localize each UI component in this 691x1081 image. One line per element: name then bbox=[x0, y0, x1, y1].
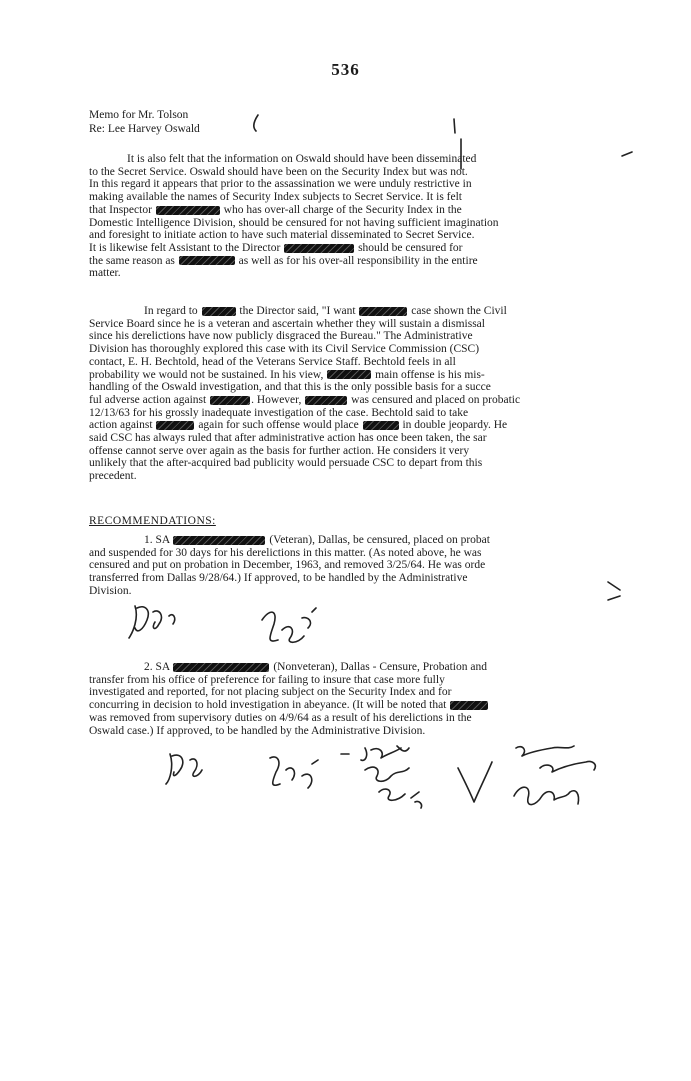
document-line: action against again for such offense would place in double jeopardy. He bbox=[89, 419, 508, 432]
document-line: Division. bbox=[89, 584, 132, 597]
document-line: It is also felt that the information on Oswald should have been disseminated bbox=[127, 153, 477, 165]
handwritten-transfer-note bbox=[335, 740, 445, 810]
redaction-bar bbox=[363, 421, 399, 430]
document-line: offense cannot serve over again as the basis for further action. He considers it very bbox=[89, 444, 470, 457]
document-line: contact, E. H. Bechtold, head of the Veterans Service Staff. Bechtold feels in all bbox=[89, 355, 456, 368]
document-line: matter. bbox=[89, 267, 121, 280]
handwritten-initials-3 bbox=[160, 748, 220, 793]
redaction-bar bbox=[173, 536, 265, 545]
redaction-bar bbox=[202, 307, 236, 316]
document-line: handling of the Oswald investigation, and that this is the only possible basis for a succe bbox=[89, 381, 491, 394]
paragraph-director-regard bbox=[89, 305, 681, 483]
document-line: transferred from Dallas 9/28/64.) If approved, to be handled by the Administrative bbox=[89, 572, 468, 585]
document-line: and suspended for 30 days for his derelictions in this matter. (As noted above, he was bbox=[89, 546, 482, 559]
document-line: said CSC has always ruled that after administrative action has once been taken, the sar bbox=[89, 432, 487, 445]
document-line: precedent. bbox=[89, 470, 137, 483]
handwritten-initials-2 bbox=[256, 600, 336, 650]
recommendations-heading: RECOMMENDATIONS: bbox=[89, 515, 216, 527]
redaction-bar bbox=[179, 256, 235, 265]
document-line: the same reason as as well as for his over-all responsibility in the entire bbox=[89, 254, 478, 267]
document-line: to the Secret Service. Oswald should have been on the Security Index but was not. bbox=[89, 165, 468, 178]
document-line: censured and put on probation in December, 1963, and removed 3/25/64. He was orde bbox=[89, 559, 486, 572]
document-line: making available the names of Security Index subjects to Secret Service. It is felt bbox=[89, 191, 462, 204]
redaction-bar bbox=[173, 663, 269, 672]
recommendation-2 bbox=[89, 661, 681, 737]
redaction-bar bbox=[359, 307, 407, 316]
document-line: probability we would not be sustained. In his view, main offense is his mis- bbox=[89, 368, 485, 381]
redaction-bar bbox=[327, 370, 371, 379]
handwritten-checkmark bbox=[452, 758, 497, 808]
document-line: Division has thoroughly explored this case with its Civil Service Commission (CSC) bbox=[89, 343, 480, 356]
page-number: 536 bbox=[331, 60, 360, 79]
handwritten-tick-mark bbox=[620, 148, 634, 160]
document-line: since his derelictions have now publicly disgraced the Bureau." The Administrative bbox=[89, 330, 473, 343]
redaction-bar bbox=[156, 421, 194, 430]
redaction-bar bbox=[210, 396, 250, 405]
memo-header bbox=[89, 109, 200, 136]
handwritten-tick-mark bbox=[604, 578, 624, 606]
document-line: Oswald case.) If approved, to be handled by the Administrative Division. bbox=[89, 724, 426, 737]
handwritten-tick-mark bbox=[448, 117, 460, 135]
memo-to-line: Memo for Mr. Tolson bbox=[89, 109, 189, 121]
handwritten-initials-1 bbox=[125, 598, 195, 648]
document-line: unlikely that the after-acquired bad publicity would persuade CSC to depart from this bbox=[89, 457, 483, 470]
document-line: 2. SA (Nonveteran), Dallas - Censure, Probation and bbox=[144, 661, 487, 673]
handwritten-tick-mark bbox=[456, 137, 466, 171]
document-line: was removed from supervisory duties on 4/9/64 as a result of his derelictions in the bbox=[89, 711, 472, 724]
document-line: investigated and reported, for not placing subject on the Security Index and for bbox=[89, 686, 452, 699]
handwritten-bureau-personnel-note bbox=[500, 740, 610, 820]
handwritten-initials-4 bbox=[262, 750, 332, 795]
document-line: Service Board since he is a veteran and ascertain whether they will sustain a dismissal bbox=[89, 317, 485, 330]
document-line: In regard to the Director said, "I want case shown the Civil bbox=[144, 305, 507, 317]
document-line: and foresight to initiate action to have such material disseminated to Secret Service. bbox=[89, 229, 475, 242]
redaction-bar bbox=[450, 701, 488, 710]
document-line: It is likewise felt Assistant to the Director should be censured for bbox=[89, 241, 463, 254]
memo-re-line: Re: Lee Harvey Oswald bbox=[89, 122, 200, 135]
redaction-bar bbox=[284, 244, 354, 253]
document-line: Domestic Intelligence Division, should be censured for not having sufficient imagination bbox=[89, 216, 499, 229]
document-line: ful adverse action against . However, was censured and placed on probatic bbox=[89, 393, 521, 406]
document-line: transfer from his office of preference for failing to insure that case more fully bbox=[89, 673, 445, 686]
document-line: 1. SA (Veteran), Dallas, be censured, placed on probat bbox=[144, 534, 490, 546]
redaction-bar bbox=[305, 396, 347, 405]
document-line: that Inspector who has over-all charge of the Security Index in the bbox=[89, 203, 462, 216]
document-line: In this regard it appears that prior to the assassination we were unduly restrictive in bbox=[89, 178, 472, 191]
paragraph-secret-service bbox=[89, 153, 681, 280]
redaction-bar bbox=[156, 206, 220, 215]
recommendation-1 bbox=[89, 534, 681, 598]
handwritten-tick-mark bbox=[248, 113, 264, 133]
document-line: 12/13/63 for his grossly inadequate investigation of the case. Bechtold said to take bbox=[89, 406, 469, 419]
document-line: concurring in decision to hold investigation in abeyance. (It will be noted that bbox=[89, 699, 681, 712]
